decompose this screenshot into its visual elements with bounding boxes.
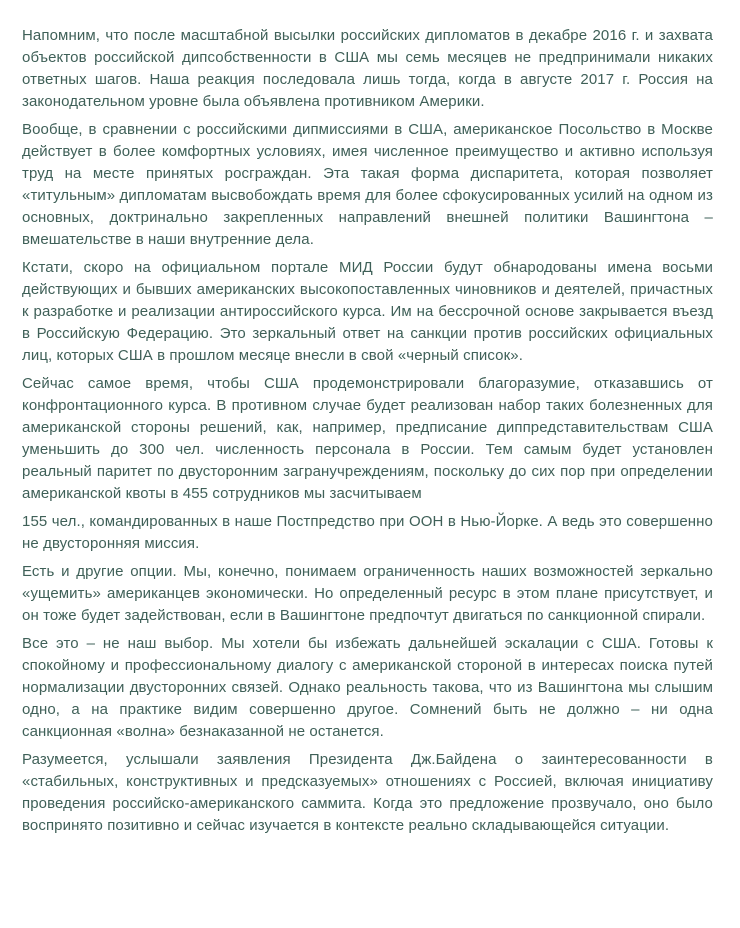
paragraph-3: Кстати, скоро на официальном портале МИД России будут обнародованы имена восьми действующих и бывших американских высокопоставленных чиновников и деятелей, причастных к разработке и реализации антироссийского курса. Им на бессрочной основе закрывается въезд в Российскую Федерацию. Это зеркальный ответ на санкции против российских официальных лиц, которых США в прошлом месяце внесли в свой «черный список».: [22, 259, 713, 364]
paragraph-7: Все это – не наш выбор. Мы хотели бы избежать дальнейшей эскалации с США. Готовы к спокойному и профессиональному диалогу с американской стороной в интересах поиска путей нормализации двусторонних связей. Однако реальность такова, что из Вашингтона мы слышим одно, а на практике видим совершенно другое. Сомнений быть не должно – ни одна санкционная «волна» безнаказанной не останется.: [22, 635, 713, 740]
paragraph-4: Сейчас самое время, чтобы США продемонстрировали благоразумие, отказавшись от конфронтационного курса. В противном случае будет реализован набор таких болезненных для американской стороны решений, как, например, предписание диппредставительствам США уменьшить до 300 чел. численность персонала в России. Тем самым будет установлен реальный паритет по двусторонним загранучреждениям, поскольку до сих пор при определении американской квоты в 455 сотрудников мы засчитываем: [22, 375, 713, 502]
paragraph-2: Вообще, в сравнении с российскими дипмиссиями в США, американское Посольство в Москве действует в более комфортных условиях, имея численное преимущество и активно используя труд на месте принятых росграждан. Эта такая форма диспаритета, которая позволяет «титульным» дипломатам высвобождать время для более сфокусированных усилий на одном из основных, доктринально закрепленных направлений внешней политики Вашингтона – вмешательстве в наши внутренние дела.: [22, 121, 713, 248]
paragraph-1: Напомним, что после масштабной высылки российских дипломатов в декабре 2016 г. и захвата объектов российской дипсобственности в США мы семь месяцев не предпринимали никаких ответных шагов. Наша реакция последовала лишь тогда, когда в августе 2017 г. Россия на законодательном уровне была объявлена противником Америки.: [22, 27, 713, 110]
paragraph-8: Разумеется, услышали заявления Президента Дж.Байдена о заинтересованности в «стабильных, конструктивных и предсказуемых» отношениях с Россией, включая инициативу проведения российско-американского саммита. Когда это предложение прозвучало, оно было воспринято позитивно и сейчас изучается в контексте реально складывающейся ситуации.: [22, 751, 713, 834]
paragraph-5: 155 чел., командированных в наше Постпредство при ООН в Нью-Йорке. А ведь это совершенно не двусторонняя миссия.: [22, 513, 713, 552]
paragraph-6: Есть и другие опции. Мы, конечно, понимаем ограниченность наших возможностей зеркально «ущемить» американцев экономически. Но определенный ресурс в этом плане присутствует, и он тоже будет задействован, если в Вашингтоне предпочтут двигаться по санкционной спирали.: [22, 563, 713, 624]
